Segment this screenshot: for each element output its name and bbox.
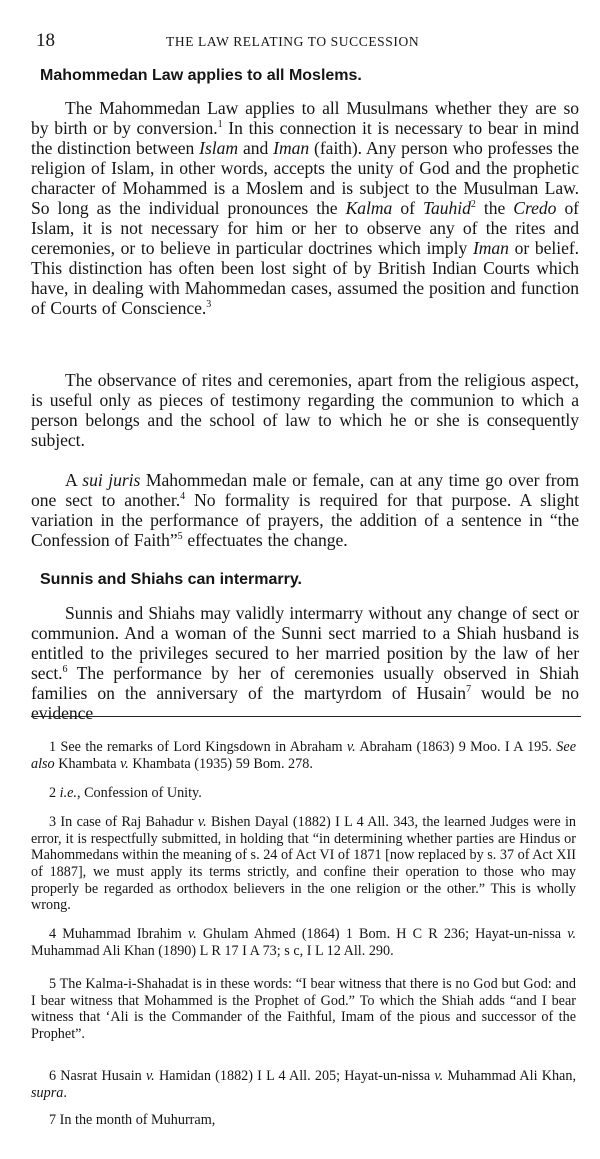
footnote-1: 1 See the remarks of Lord Kingsdown in Abraham v. Abraham (1863) 9 Moo. I A 195. See also Khambata v. Khambata (1935) 59 Bom. 278. [31,739,576,772]
footnote-6: 6 Nasrat Husain v. Hamidan (1882) I L 4 All. 205; Hayat-un-nissa v. Muhammad Ali Khan, supra. [31,1068,576,1101]
footnote-ref: 1 [217,118,223,130]
footnote-ref: 4 [180,490,186,502]
paragraph-sui-juris: A sui juris Mahommedan male or female, can at any time go over from one sect to another.$^4$ No formality is required for that purpose. A slight variation in the performance of prayers, the addition of a sentence in “the Confession of Faith”$^5$ effectuates the change. [31,469,579,550]
footnote-ref: 6 [62,663,68,675]
footnote-4: 4 Muhammad Ibrahim v. Ghulam Ahmed (1864) 1 Bom. H C R 236; Hayat-un-nissa v. Muhammad Ali Khan (1890) L R 17 I A 73; s c, I L 12 All. 290. [31,926,576,959]
section-heading-intermarry: Sunnis and Shiahs can intermarry. [40,571,302,588]
paragraph-rites: The observance of rites and ceremonies, apart from the religious aspect, is useful only as pieces of testimony regarding the communion to which a person belongs and the school of law to which he or she is consequently subject. [31,369,579,450]
footnote-separator [31,716,581,717]
footnote-ref: 2 [470,198,476,210]
footnote-ref: 3 [206,298,212,310]
section-heading-moslems: Mahommedan Law applies to all Moslems. [40,67,362,84]
footnote-5: 5 The Kalma-i-Shahadat is in these words: “I bear witness that there is no God but God: and I bear witness that Mohammed is the Prophet of God.” To which the Shiah adds “and I bear witness that ‘Ali is the Commander of the Faithful, Imam of the pious and successor of the Prophet”. [31,976,576,1042]
footnote-ref: 7 [466,683,472,695]
footnote-ref: 5 [177,530,183,542]
running-title: THE LAW RELATING TO SUCCESSION [166,34,420,49]
footnote-3: 3 In case of Raj Bahadur v. Bishen Dayal (1882) I L 4 All. 343, the learned Judges were in error, it is respectfully submitted, in holding that “in determining whether parties are Hindus or Mahommedans within the meaning of s. 24 of Act VI of 1871 [now replaced by s. 37 of Act XII of 1887], we must apply its terms strictly, and confine their operation to those who may properly be regarded as orthodox believers in the one religion or the other.” This is wholly wrong. [31,814,576,914]
paragraph-mahommedan-law: The Mahommedan Law applies to all Musulmans whether they are so by birth or by conversion.$^1$ In this connection it is necessary to bear in mind the distinction between Islam and Iman (faith). Any person who professes the religion of Islam, in other words, accepts the unity of God and the prophetic character of Mohammed is a Moslem and is subject to the Musulman Law. So long as the individual pronounces the Kalma of Tauhid$^2$ the Credo of Islam, it is not necessary for him or her to observe any of the rites and ceremonies, or to believe in particular doctrines which imply Iman or belief. This distinction has often been lost sight of by British Indian Courts which have, in dealing with Mahommedan cases, assumed the position and function of Courts of Conscience.$^3$ [31,97,579,318]
footnote-2: 2 i.e., Confession of Unity. [49,785,202,802]
footnote-7: 7 In the month of Muhurram, [49,1112,216,1129]
page-header [36,30,560,54]
page-number: 18 [36,30,55,51]
paragraph-intermarry: Sunnis and Shiahs may validly intermarry without any change of sect or communion. And a woman of the Sunni sect married to a Shiah husband is entitled to the privileges secured to her married position by the law of her sect.$^6$ The performance by her of ceremonies usually observed in Shiah families on the anniversary of the martyrdom of Husain$^7$ would be no evidence [31,602,580,723]
